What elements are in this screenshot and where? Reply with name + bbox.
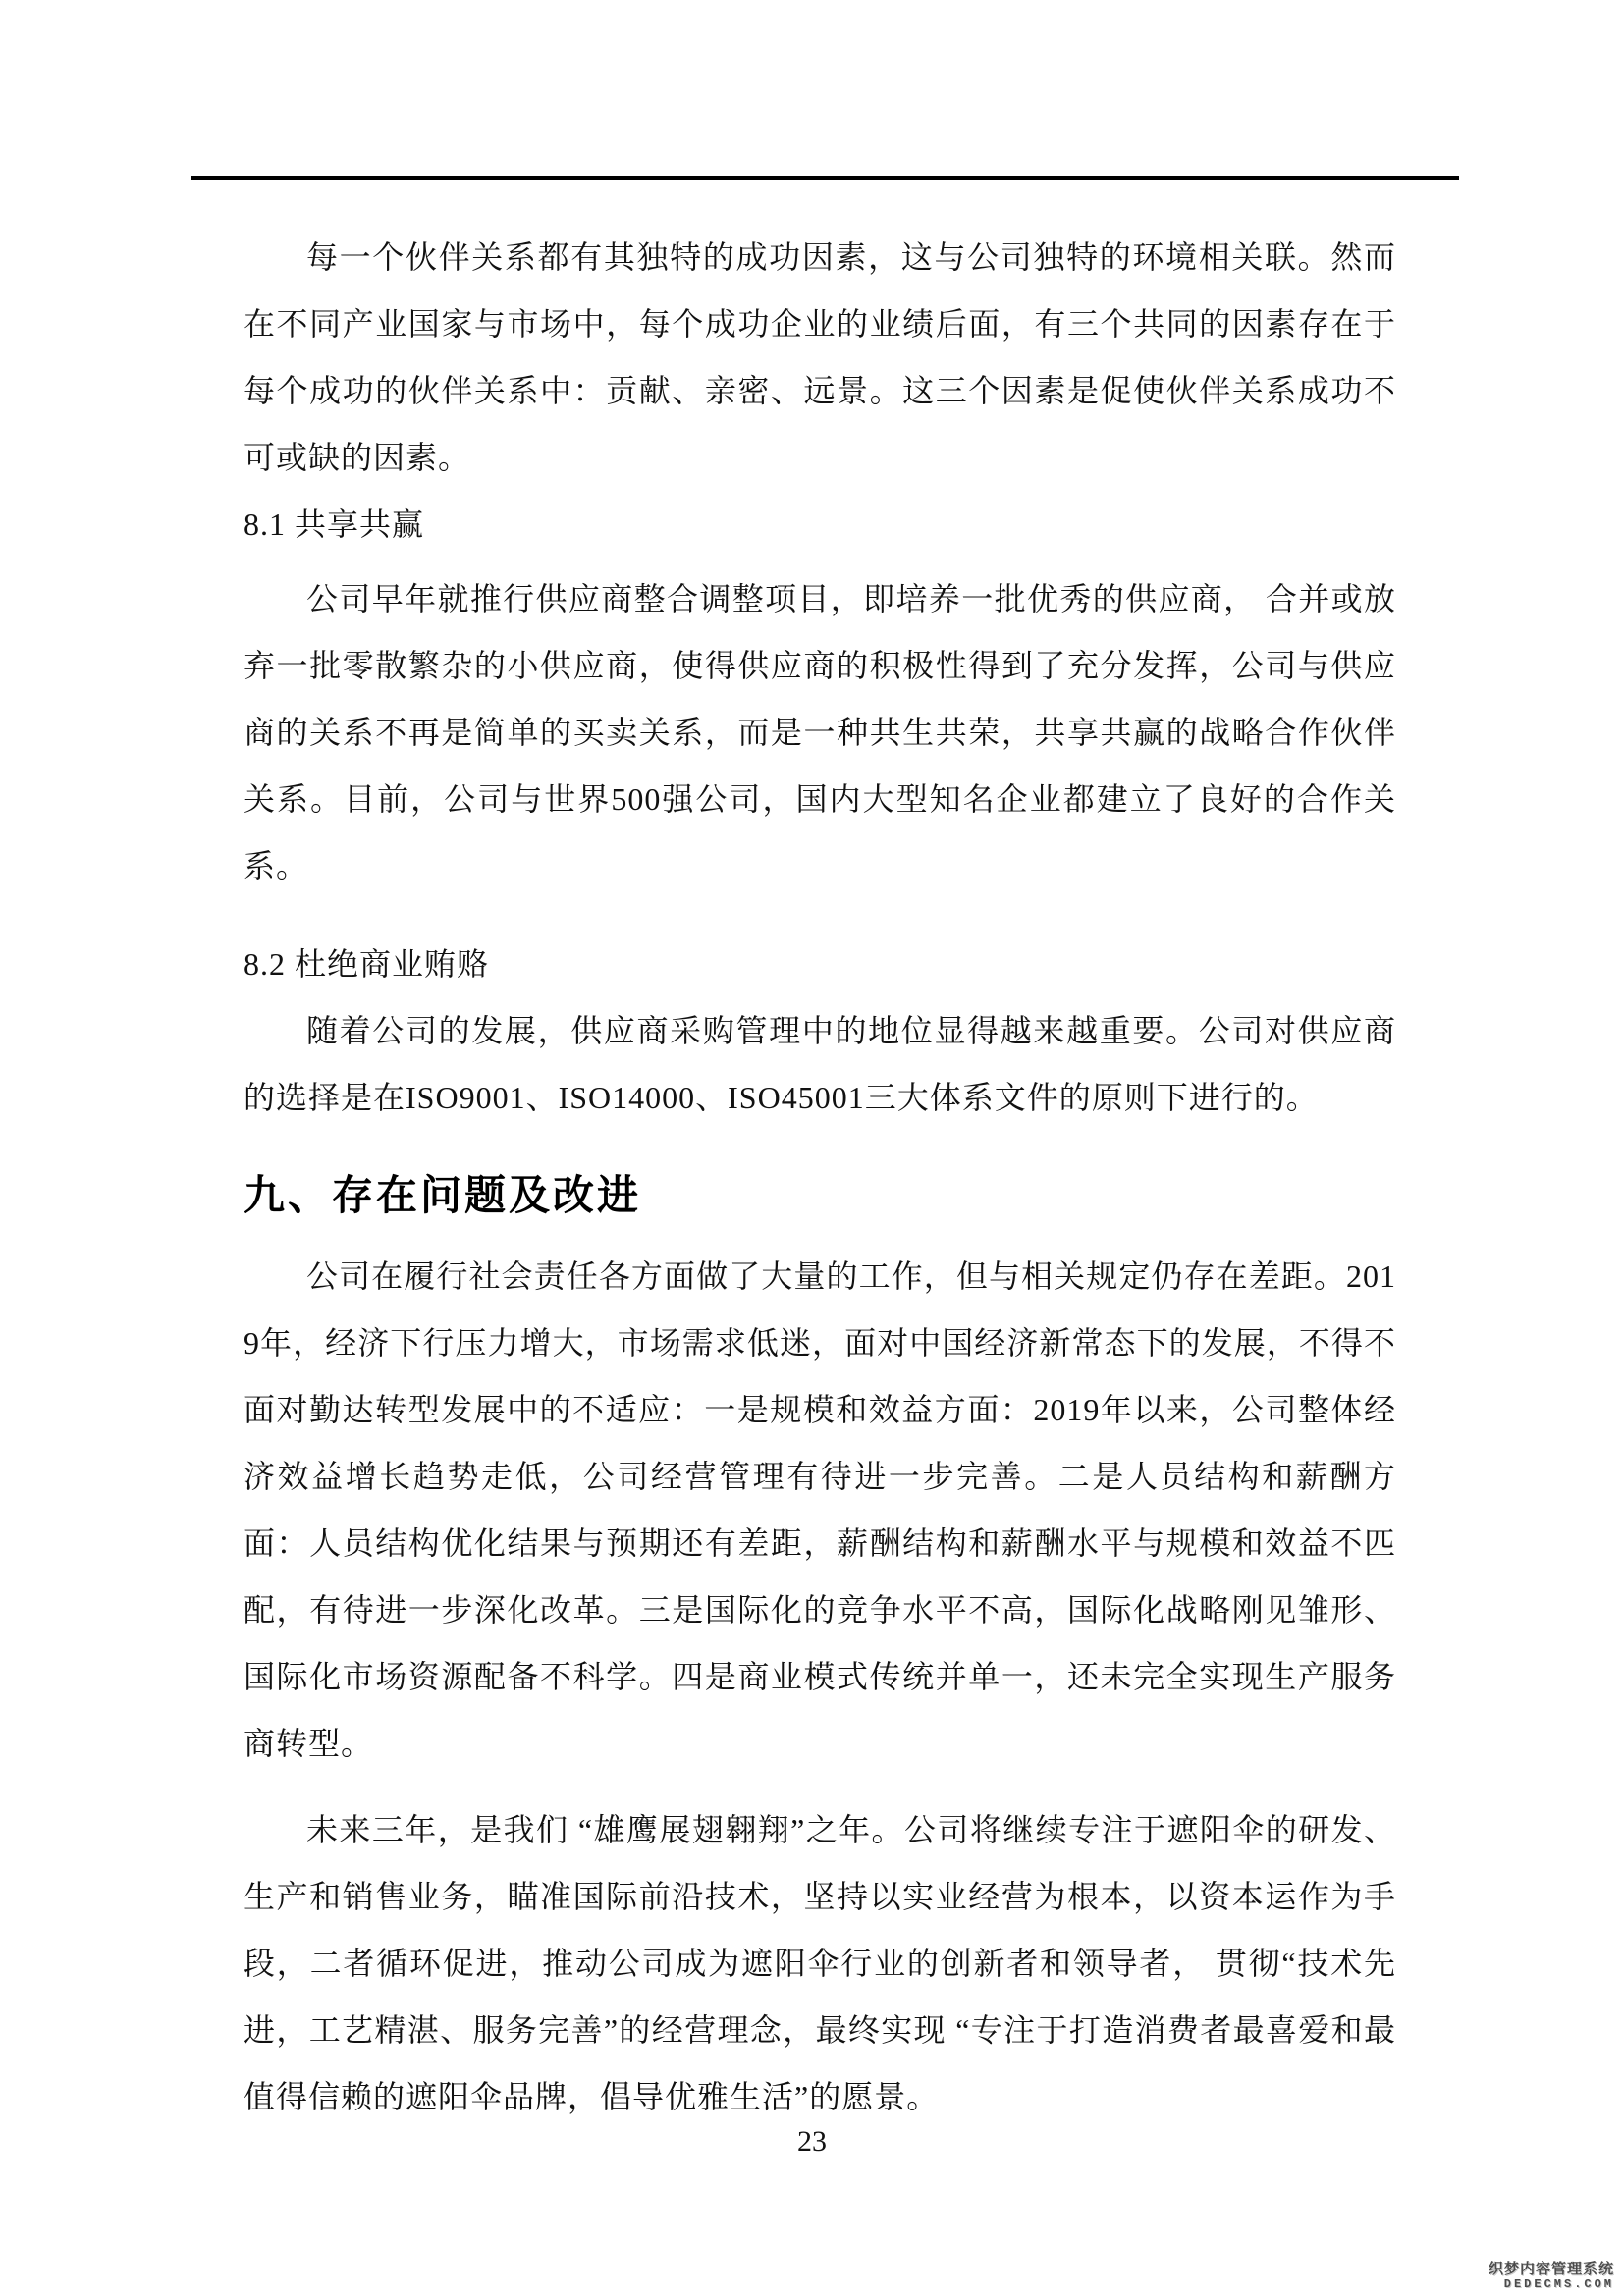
section-heading-8-2: 8.2 杜绝商业贿赂 [244, 946, 490, 982]
section-heading-8-1: 8.1 共享共赢 [244, 507, 425, 542]
paragraph-supplier-selection: 随着公司的发展，供应商采购管理中的地位显得越来越重要。公司对供应商的选择是在ISO9001、ISO14000、ISO45001三大体系文件的原则下进行的。 [244, 1013, 1396, 1115]
page-number: 23 [797, 2125, 827, 2158]
header-rule [191, 176, 1459, 180]
watermark [1489, 2261, 1614, 2291]
watermark-en-text: DEDECMS.COM [1503, 2277, 1614, 2291]
paragraph-future-vision: 未来三年，是我们 “雄鹰展翅翱翔”之年。公司将继续专注于遮阳伞的研发、生产和销售业务，瞄准国际前沿技术，坚持以实业经营为根本，以资本运作为手段，二者循环促进，推动公司成为遮阳伞行业的创新者和领导者， 贯彻“技术先进，工艺精湛、服务完善”的经营理念，最终实现 “专注于打造消费者最喜爱和最值得信赖的遮阳伞品牌，倡导优雅生活”的愿景。 [244, 1812, 1396, 2114]
paragraph-problems-improvement: 公司在履行社会责任各方面做了大量的工作，但与相关规定仍存在差距。2019年，经济下行压力增大，市场需求低迷，面对中国经济新常态下的发展，不得不面对勤达转型发展中的不适应：一是规模和效益方面：2019年以来，公司整体经济效益增长趋势走低，公司经营管理有待进一步完善。二是人员结构和薪酬方面：人员结构优化结果与预期还有差距，薪酬结构和薪酬水平与规模和效益不匹配，有待进一步深化改革。三是国际化的竞争水平不高，国际化战略刚见雏形、国际化市场资源配备不科学。四是商业模式传统并单一，还未完全实现生产服务商转型。 [244, 1258, 1396, 1761]
document-body [244, 224, 1396, 2130]
paragraph-supplier-integration: 公司早年就推行供应商整合调整项目，即培养一批优秀的供应商， 合并或放弃一批零散繁杂的小供应商，使得供应商的积极性得到了充分发挥，公司与供应商的关系不再是简单的买卖关系，而是一种共生共荣，共享共赢的战略合作伙伴关系。目前，公司与世界500强公司，国内大型知名企业都建立了良好的合作关系。 [244, 581, 1396, 883]
watermark-cn-text: 织梦内容管理系统 [1488, 2261, 1614, 2277]
paragraph-partnership-factors: 每一个伙伴关系都有其独特的成功因素，这与公司独特的环境相关联。然而在不同产业国家与市场中，每个成功企业的业绩后面，有三个共同的因素存在于每个成功的伙伴关系中：贡献、亲密、远景。这三个因素是促使伙伴关系成功不可或缺的因素。 [244, 240, 1396, 475]
chapter-heading-9: 九、存在问题及改进 [244, 1172, 642, 1218]
